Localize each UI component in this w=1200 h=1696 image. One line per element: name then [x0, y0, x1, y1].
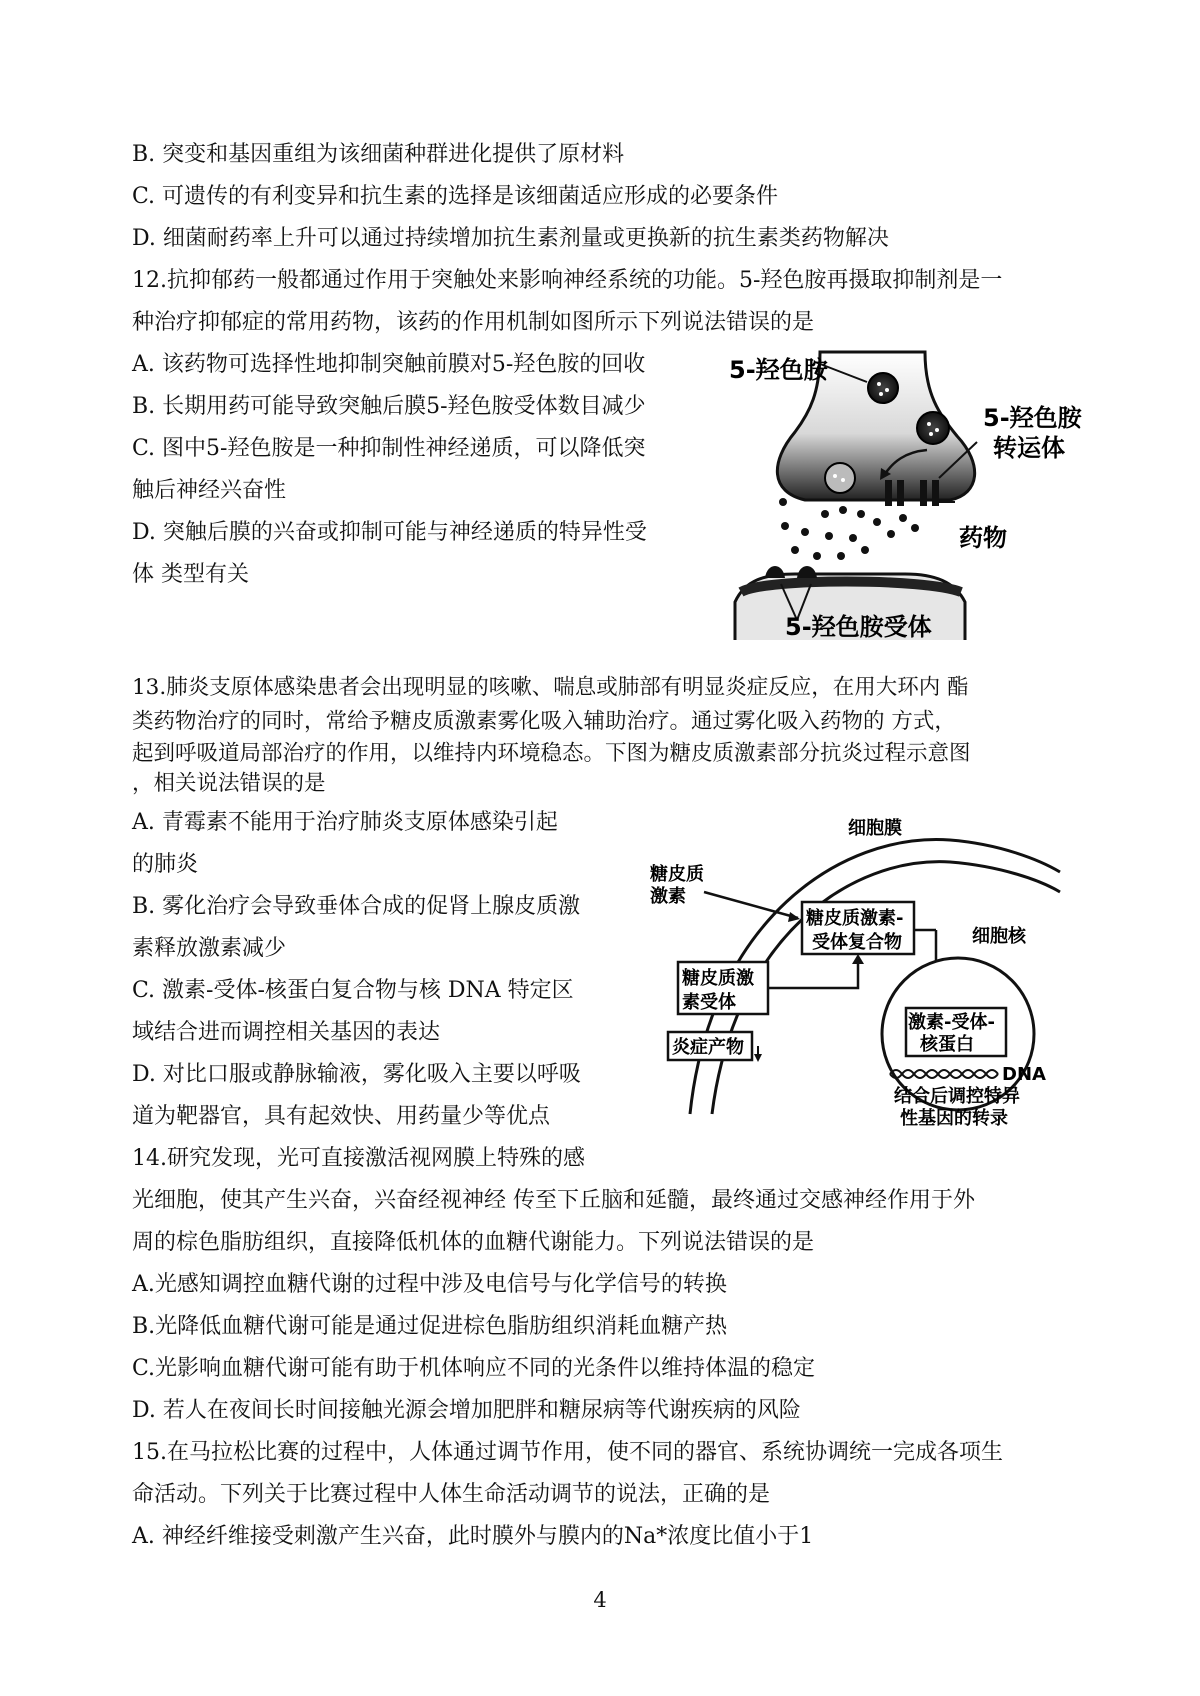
label-regulate-1: 结合后调控特异: [894, 1086, 1020, 1107]
label-hormone-2: 激素: [650, 886, 686, 907]
q11-option-b: B. 突变和基因重组为该细菌种群进化提供了原材料: [132, 142, 625, 167]
vesicle-icon: [917, 412, 949, 444]
q14-option-a: A.光感知调控血糖代谢的过程中涉及电信号与化学信号的转换: [132, 1272, 727, 1297]
q12-option-c-line-1: C. 图中5-羟色胺是一种抑制性神经递质，可以降低突: [132, 436, 646, 461]
q11-option-d: D. 细菌耐药率上升可以通过持续增加抗生素剂量或更换新的抗生素类药物解决: [132, 226, 889, 251]
q14-option-b: B.光降低血糖代谢可能是通过促进棕色脂肪组织消耗血糖产热: [132, 1314, 728, 1339]
q13-stem-line-2: 类药物治疗的同时，常给予糖皮质激素雾化吸入辅助治疗。通过雾化吸入药物的 方式，: [132, 709, 956, 734]
q13-option-b-line-1: B. 雾化治疗会导致垂体合成的促肾上腺皮质激: [132, 894, 581, 919]
label-transporter-2: 转运体: [993, 434, 1065, 462]
q12-stem-line-1: 12.抗抑郁药一般都通过作用于突触处来影响神经系统的功能。5-羟色胺再摄取抑制剂是一: [132, 268, 1003, 293]
label-complex-2: 受体复合物: [812, 932, 902, 953]
vesicle-icon: [825, 463, 855, 493]
label-dna: DNA: [1002, 1064, 1046, 1085]
label-nucleus: 细胞核: [972, 926, 1026, 947]
label-receptor: 5-羟色胺受体: [785, 613, 932, 641]
q13-option-a-line-1: A. 青霉素不能用于治疗肺炎支原体感染引起: [132, 810, 558, 835]
label-hormone-1: 糖皮质: [650, 864, 704, 885]
q12-option-a: A. 该药物可选择性地抑制突触前膜对5-羟色胺的回收: [132, 352, 646, 377]
glucocorticoid-figure: [650, 812, 1060, 1129]
label-nuclear-complex-2: 核蛋白: [920, 1034, 974, 1055]
q14-option-d: D. 若人在夜间长时间接触光源会增加肥胖和糖尿病等代谢疾病的风险: [132, 1398, 801, 1423]
label-regulate-2: 性基因的转录: [900, 1108, 1008, 1129]
label-receptor-2: 素受体: [682, 992, 736, 1013]
label-inflammation: 炎症产物: [672, 1037, 744, 1058]
q13-option-c-line-1: C. 激素-受体-核蛋白复合物与核 DNA 特定区: [132, 978, 574, 1003]
q15-stem-line-2: 命活动。下列关于比赛过程中人体生命活动调节的说法，正确的是: [132, 1482, 771, 1507]
q12-option-c-line-2: 触后神经兴奋性: [132, 478, 287, 503]
vesicle-icon: [868, 373, 898, 403]
label-receptor-1: 糖皮质激: [682, 968, 754, 989]
q13-option-d-line-2: 道为靶器官，具有起效快、用药量少等优点: [132, 1104, 551, 1129]
q12-stem-line-2: 种治疗抑郁症的常用药物，该药的作用机制如图所示下列说法错误的是: [132, 310, 815, 335]
q11-option-c: C. 可遗传的有利变异和抗生素的选择是该细菌适应形成的必要条件: [132, 184, 779, 209]
label-nuclear-complex-1: 激素-受体-: [908, 1012, 995, 1033]
q13-option-b-line-2: 素释放激素减少: [132, 936, 287, 961]
label-transporter-1: 5-羟色胺: [983, 404, 1082, 432]
q13-option-d-line-1: D. 对比口服或静脉输液，雾化吸入主要以呼吸: [132, 1062, 581, 1087]
q15-stem-line-1: 15.在马拉松比赛的过程中，人体通过调节作用，使不同的器官、系统协调统一完成各项生: [132, 1440, 1003, 1465]
q14-stem-line-1: 14.研究发现，光可直接激活视网膜上特殊的感: [132, 1146, 585, 1171]
q13-stem-line-1: 13.肺炎支原体感染患者会出现明显的咳嗽、喘息或肺部有明显炎症反应，在用大环内 酯: [132, 675, 969, 700]
q12-option-b: B. 长期用药可能导致突触后膜5-羟色胺受体数目减少: [132, 394, 646, 419]
q13-option-a-line-2: 的肺炎: [132, 852, 199, 877]
label-membrane: 细胞膜: [848, 818, 902, 839]
label-drug: 药物: [959, 524, 1007, 552]
serotonin-molecules: [779, 498, 919, 560]
q12-option-d-line-2: 体 类型有关: [132, 562, 249, 587]
q15-option-a: A. 神经纤维接受刺激产生兴奋，此时膜外与膜内的Na*浓度比值小于1: [132, 1524, 814, 1549]
q13-option-c-line-2: 域结合进而调控相关基因的表达: [132, 1020, 441, 1045]
q14-stem-line-3: 周的棕色脂肪组织，直接降低机体的血糖代谢能力。下列说法错误的是: [132, 1230, 815, 1255]
label-complex-1: 糖皮质激素-: [806, 908, 904, 929]
page-number: 4: [593, 1588, 607, 1612]
q12-option-d-line-1: D. 突触后膜的兴奋或抑制可能与神经递质的特异性受: [132, 520, 647, 545]
q14-option-c: C.光影响血糖代谢可能有助于机体响应不同的光条件以维持体温的稳定: [132, 1356, 816, 1381]
synapse-figure: [725, 352, 1110, 640]
label-serotonin: 5-羟色胺: [729, 356, 828, 384]
q14-stem-line-2: 光细胞，使其产生兴奋，兴奋经视神经 传至下丘脑和延髓，最终通过交感神经作用于外: [132, 1188, 975, 1213]
q13-stem-line-3: 起到呼吸道局部治疗的作用，以维持内环境稳态。下图为糖皮质激素部分抗炎过程示意图: [132, 741, 971, 766]
q13-stem-line-4: ，相关说法错误的是: [132, 771, 326, 796]
